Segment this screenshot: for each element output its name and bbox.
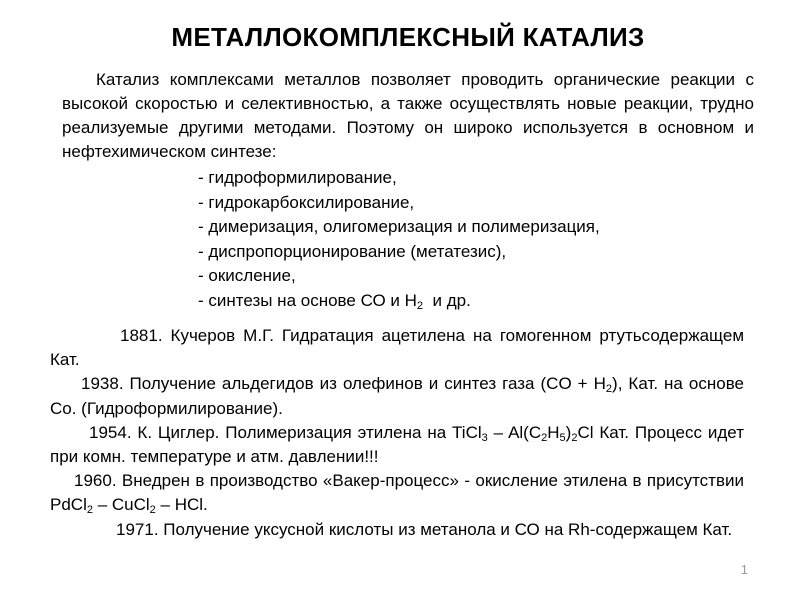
page-number: 1 (740, 562, 748, 577)
subscript: 2 (416, 299, 424, 312)
list-item: - диспропорционирование (метатезис), (198, 241, 507, 261)
list-item: - гидрокарбоксилирование, (198, 192, 415, 212)
history-text: – HCl. (155, 495, 208, 515)
subscript: 2 (605, 383, 613, 396)
history-text: 1954. К. Циглер. Полимеризация этилена на TiCl (89, 422, 482, 442)
list-item: - димеризация, олигомеризация и полимеризация, (198, 217, 600, 237)
formula-h: Н (404, 290, 417, 310)
list-item: - гидроформилирование, (198, 168, 397, 187)
subscript: 2 (571, 431, 578, 444)
history-1938 (50, 372, 744, 420)
subscript: 3 (481, 431, 488, 444)
list-item: - окисление, (198, 266, 296, 286)
subscript: 2 (149, 504, 156, 517)
history-text: – CuCl (92, 495, 150, 515)
history-1954 (50, 421, 744, 469)
history-1881: 1881. Кучеров М.Г. Гидратация ацетилена на гомогенном ртутьсодержащем Кат. (50, 326, 744, 370)
history-text: ), Кат. на основе Со. (Гидроформилирование). (50, 374, 744, 418)
history-text: Cl Кат. Процесс идет при комн. температуре и атм. давлении!!! (50, 422, 744, 467)
history-section (50, 324, 744, 542)
subscript: 2 (86, 504, 93, 517)
history-1971: 1971. Получение уксусной кислоты из метанола и СО на Rh-содержащем Кат. (116, 519, 733, 539)
subscript: 5 (559, 431, 566, 444)
list-item-tail: и др. (423, 290, 471, 310)
list-item-text: - синтезы на основе СО и (198, 290, 405, 310)
process-list (198, 166, 600, 314)
history-1960 (50, 469, 744, 517)
history-text: 1960. Внедрен в производство «Вакер-процесс» - окисление этилена в присутствии PdCl (50, 471, 744, 515)
intro-paragraph: Катализ комплексами металлов позволяет проводить органические реакции с высокой скоростью и селективностью, а также осуществлять новые реакции, трудно реализуемые другими методами. Поэтому он широко используется в основном и нефтехимическом синтезе: (62, 70, 754, 161)
history-text: H (547, 422, 560, 442)
subscript: 2 (541, 431, 548, 444)
page-title: МЕТАЛЛОКОМПЛЕКСНЫЙ КАТАЛИЗ (171, 22, 645, 52)
history-text: ) (565, 422, 572, 442)
history-text: 1938. Получение альдегидов из олефинов и синтез газа (CO + H (81, 374, 606, 394)
history-text: – Al(C (487, 422, 542, 442)
list-item (198, 289, 600, 314)
